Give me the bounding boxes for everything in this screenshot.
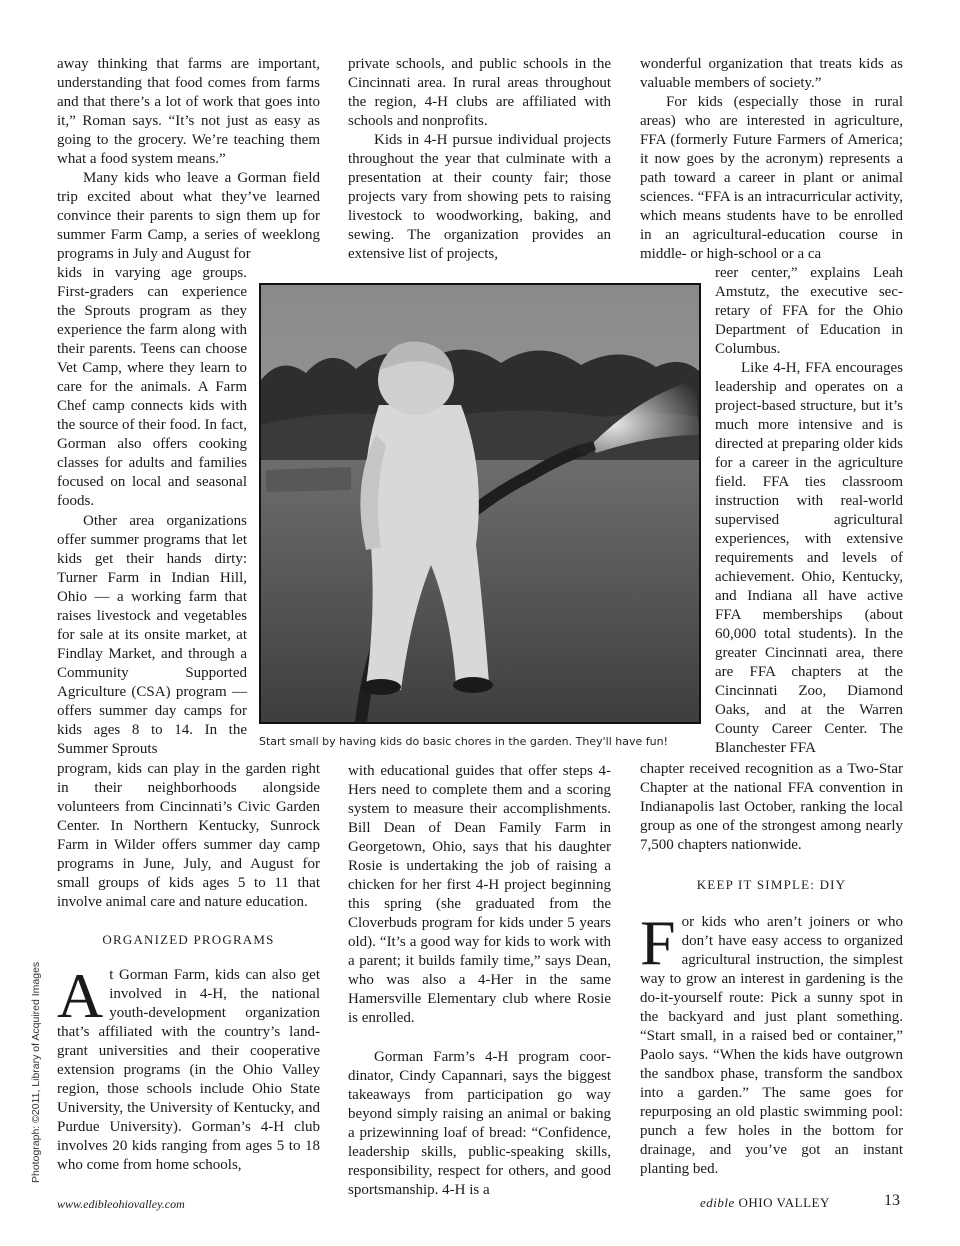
section-heading-organized-programs: ORGANIZED PROGRAMS [102, 932, 275, 947]
drop-cap-f: F [640, 907, 676, 978]
col1-paragraph-4 [57, 960, 320, 1175]
col1-paragraph-2a: Many kids who leave a Gorman field trip excited about what they’ve learned convince their parents to sign them up for summer Farm Camp, a series of weeklong programs in July and August for [57, 170, 320, 262]
photo-child-shoe-left [361, 679, 401, 695]
col1-paragraph-3a: Other area organizations offer summer programs that let kids get their hands dirty: Turner Farm in Indian Hill, Ohio — a working farm that raises livestock and vegetables for sale at its onsite market, at Findlay Market, and through a Community Supported Agriculture (CSA) program — offers summer day camps for kids ages 8 to 14. In the Summer Sprouts [57, 513, 247, 757]
drop-cap-a: A [57, 960, 104, 1031]
col3-paragraph-2b: reer center,” explains Leah Amstutz, the executive secretary of FFA for the Ohio Department of Education in Columbus. [715, 265, 903, 357]
col3-paragraph-3b: chapter received recognition as a Two-Star Chapter at the national FFA convention in Indianapolis last October, ranking the local group as one of the strongest among nearly 7,500 chapters nationwide. [640, 761, 903, 853]
photo-child-with-hose [259, 283, 701, 724]
col3-paragraph-3a: Like 4-H, FFA encourages leadership and operates on a project-based structure, but it’s much more intensive and is directed at preparing older kids for a career in the agriculture field. FFA ties classroom instruction with real-world supervised agricultural experiences, with extensive requirements and levels of achievement. Ohio, Kentucky, and Indiana all have active FFA memberships (about 60,000 total students). In the greater Cincinnati area, there are FFA chapters at the Cincinnati Zoo, Diamond Oaks, and at the Warren County Career Center. The Blanchester FFA [715, 360, 903, 756]
footer-magazine-title: OHIO VALLEY [738, 1195, 830, 1210]
col1-paragraph-1: away thinking that farms are important, understanding that food comes from farms and that there’s a lot of work that goes into it,” Roman says. “It’s not just as easy as going to the grocery. We’re teaching them what a food system means.” [57, 56, 320, 167]
col2-paragraph-4: Gorman Farm’s 4-H program coordinator, Cindy Capannari, says the biggest takeaways from participation go way beyond simply raising an animal or baking a prizewinning loaf of bread: “Confidence, leadership skills, public-speaking skills, responsibility, respect for others, and good sportsmanship. 4-H is a [348, 1049, 611, 1198]
col3-paragraph-4-text: or kids who aren’t joiners or who don’t have easy access to organized agricultural instruction, the simplest way to grow an interest in gardening is the do-it-yourself route: Pick a sunny spot in the backyard and just plant something. “Start small, in a raised bed or container,” Paolo says. “When the kids have outgrown the sandbox phase, transform the sandbox into a garden.” The same goes for repurposing an old plastic swimming pool: punch a few holes in the bottom for drainage, and you’ve got an instant planting bed. [640, 914, 903, 1177]
col1-paragraph-2b: kids in varying age groups. First-graders can experience the Sprouts program as they experience the farm along with their parents. Teens can choose Vet Camp, where they learn to care for the animals. A Farm Chef camp connects kids with the source of their food. In fact, Gorman also offers cooking classes for adults and families focused on local and seasonal foods. [57, 265, 247, 509]
col3-paragraph-2a: For kids (especially those in rural areas) who are interested in agriculture, FFA (formerly Future Farmers of America; it now goes by the acronym) represents a path toward a career in plant or animal sciences. “FFA is an intracurricular activity, which means students have to be enrolled in an agricultural-education course in middle- or high-school or a ca [640, 94, 903, 262]
col3-paragraph-4 [640, 907, 903, 1179]
footer-website-url[interactable]: www.edibleohiovalley.com [57, 1197, 185, 1211]
footer-magazine-name [700, 1195, 830, 1211]
footer-page-number: 13 [884, 1192, 900, 1209]
footer-magazine-prefix: edible [700, 1195, 735, 1210]
section-heading-keep-it-simple: KEEP IT SIMPLE: DIY [696, 877, 847, 892]
col1-paragraph-3b: program, kids can play in the garden right in their neighborhoods alongside volunteers from Cincinnati’s Civic Garden Center. In Northern Kentucky, Sunrock Farm in Wilder offers summer day camp programs in June, July, and August for small groups of kids ages 5 to 11 that involve animal care and nature education. [57, 761, 320, 910]
photo-illustration [261, 285, 699, 722]
col2-paragraph-2: Kids in 4-H pursue individual projects throughout the year that culminate with a presentation at their county fair; those projects vary from showing pets to raising livestock to woodworking, baking, and sewing. The organization provides an extensive list of projects, [348, 132, 611, 262]
col2-paragraph-3: with educational guides that offer steps 4-Hers need to complete them and a scoring system to measure their accomplishments. Bill Dean of Dean Family Farm in Georgetown, Ohio, says that his daughter Rosie is undertaking the job of raising a chicken for her first 4-H project beginning this spring (she graduated from the Cloverbuds program for kids under 5 years old). “It’s a good way for kids to work with a parent; it builds family time,” says Dean, who was also a 4-Her in the same Hamersville Elementary club where Rosie is enrolled. [348, 763, 611, 1026]
photo-caption: Start small by having kids do basic chores in the garden. They'll have fun! [259, 735, 668, 748]
col2-paragraph-1: private schools, and public schools in the Cincinnati area. In rural areas throughout the region, 4-H clubs are affiliated with schools and nonprofits. [348, 56, 611, 129]
photo-child-shoe-right [453, 677, 493, 693]
photo-credit: Photograph: ©2011, Library of Acquired Images [30, 961, 42, 1183]
col3-paragraph-1: wonderful organization that treats kids as valuable members of society.” [640, 56, 903, 91]
col1-paragraph-4-text: t Gorman Farm, kids can also get involved in 4-H, the national youth-development organization that’s affiliated with the country’s land-grant universities and their cooperative extension programs (in the Ohio Valley region, those schools include Ohio State University, the University of Kentucky, and Purdue University). Gorman’s 4-H club involves 20 kids ranging from ages 5 to 18 who come from home schools, [57, 967, 320, 1173]
photo-distant-shed [266, 467, 351, 492]
